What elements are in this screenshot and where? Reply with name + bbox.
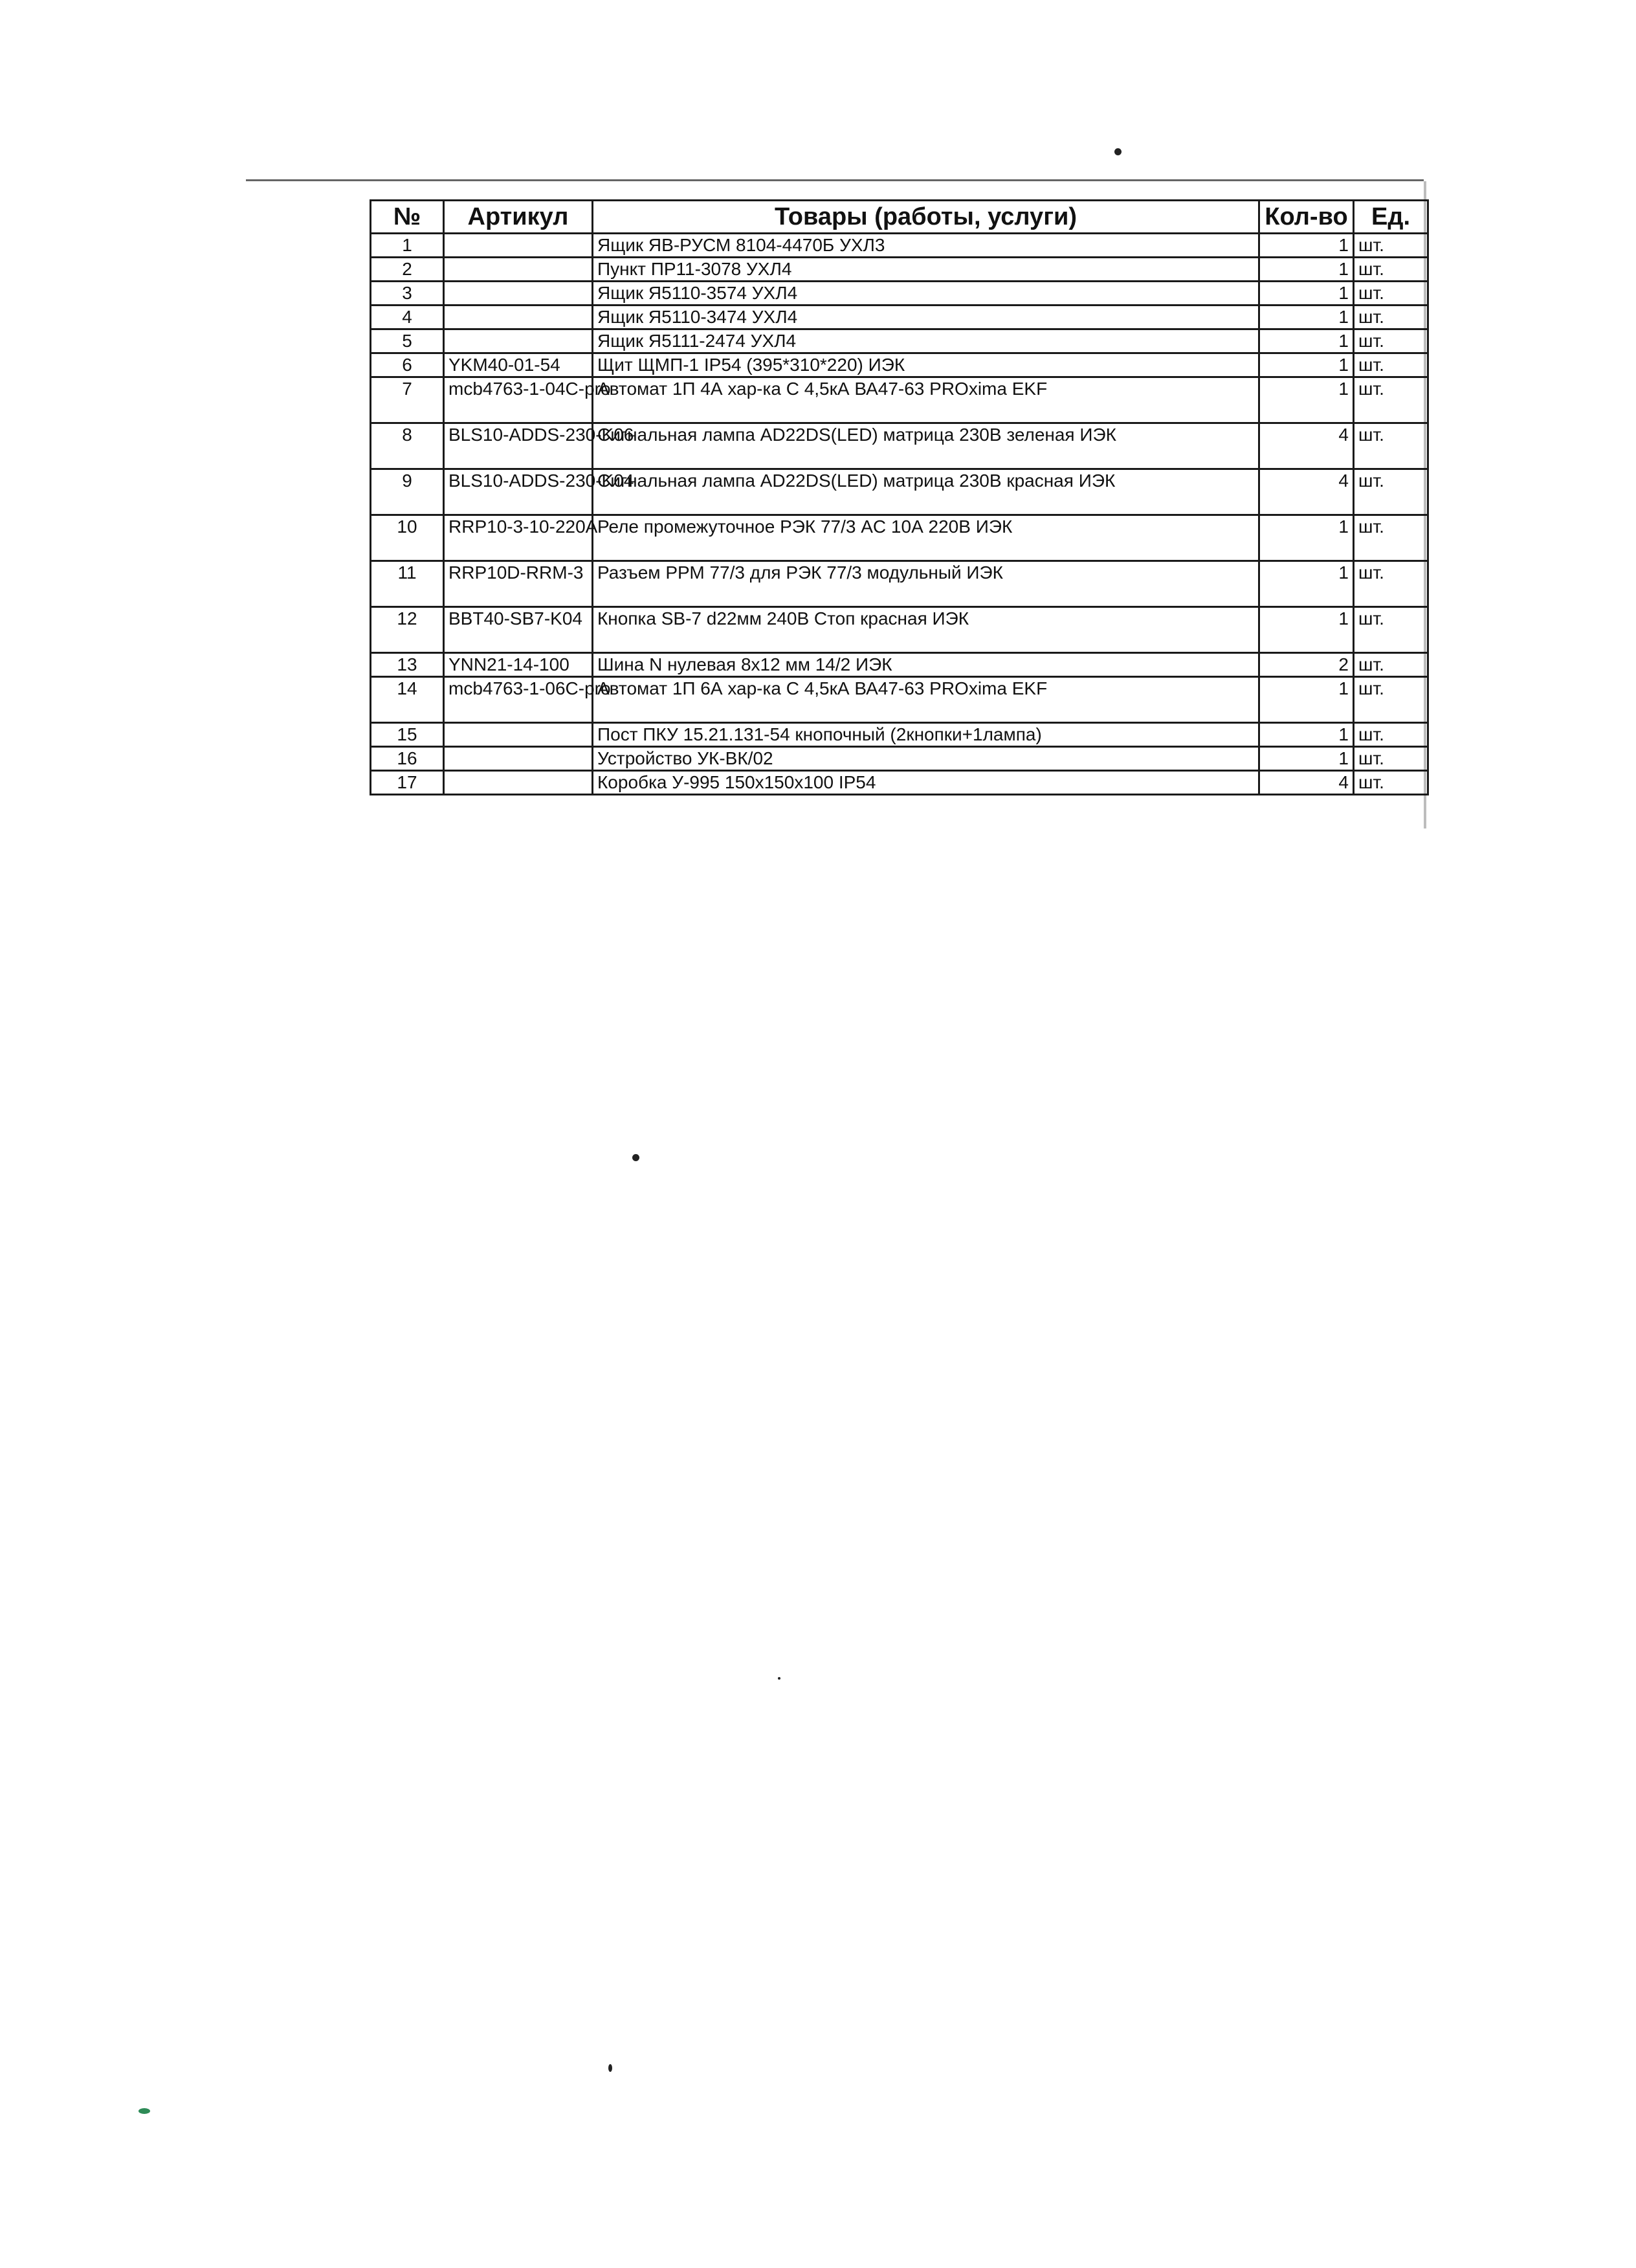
cell-article	[444, 329, 593, 353]
header-goods: Товары (работы, услуги)	[593, 201, 1259, 234]
cell-qty: 1	[1259, 258, 1354, 282]
table-row	[371, 469, 1428, 515]
cell-num: 8	[371, 423, 444, 469]
cell-unit: шт.	[1354, 771, 1428, 795]
cell-article: BLS10-ADDS-230-K04	[444, 469, 593, 515]
cell-article: mcb4763-1-04C-pro	[444, 377, 593, 423]
cell-unit: шт.	[1354, 747, 1428, 771]
table-row	[371, 607, 1428, 653]
cell-goods: Ящик ЯВ-РУСМ 8104-4470Б УХЛ3	[593, 234, 1259, 258]
cell-article	[444, 723, 593, 747]
cell-goods: Устройство УК-ВК/02	[593, 747, 1259, 771]
cell-goods: Ящик Я5110-3574 УХЛ4	[593, 282, 1259, 306]
cell-article	[444, 234, 593, 258]
cell-goods: Реле промежуточное РЭК 77/3 AC 10А 220В ИЭК	[593, 515, 1259, 561]
cell-goods: Кнопка SB-7 d22мм 240В Стоп красная ИЭК	[593, 607, 1259, 653]
cell-qty: 1	[1259, 747, 1354, 771]
cell-goods: Сигнальная лампа AD22DS(LED) матрица 230В красная ИЭК	[593, 469, 1259, 515]
cell-unit: шт.	[1354, 677, 1428, 723]
cell-goods: Шина N нулевая 8х12 мм 14/2 ИЭК	[593, 653, 1259, 677]
cell-num: 14	[371, 677, 444, 723]
cell-num: 9	[371, 469, 444, 515]
table-row	[371, 423, 1428, 469]
cell-qty: 4	[1259, 469, 1354, 515]
cell-num: 17	[371, 771, 444, 795]
cell-unit: шт.	[1354, 329, 1428, 353]
cell-unit: шт.	[1354, 234, 1428, 258]
table-row	[371, 377, 1428, 423]
table-row	[371, 329, 1428, 353]
cell-article: YKM40-01-54	[444, 353, 593, 377]
cell-article: RRP10D-RRM-3	[444, 561, 593, 607]
table-row	[371, 234, 1428, 258]
cell-unit: шт.	[1354, 282, 1428, 306]
cell-goods: Пост ПКУ 15.21.131-54 кнопочный (2кнопки+1лампа)	[593, 723, 1259, 747]
cell-article: BBT40-SB7-K04	[444, 607, 593, 653]
cell-num: 15	[371, 723, 444, 747]
cell-article	[444, 282, 593, 306]
cell-goods: Пункт ПР11-3078 УХЛ4	[593, 258, 1259, 282]
table-row	[371, 306, 1428, 329]
scan-speck	[632, 1154, 639, 1161]
header-num: №	[371, 201, 444, 234]
table-header-row	[371, 201, 1428, 234]
cell-unit: шт.	[1354, 653, 1428, 677]
cell-num: 4	[371, 306, 444, 329]
cell-unit: шт.	[1354, 515, 1428, 561]
cell-qty: 4	[1259, 423, 1354, 469]
scan-speck	[138, 2108, 150, 2114]
table-row	[371, 677, 1428, 723]
cell-unit: шт.	[1354, 723, 1428, 747]
cell-article	[444, 771, 593, 795]
cell-num: 6	[371, 353, 444, 377]
cell-qty: 4	[1259, 771, 1354, 795]
header-unit: Ед.	[1354, 201, 1428, 234]
cell-unit: шт.	[1354, 607, 1428, 653]
cell-unit: шт.	[1354, 353, 1428, 377]
cell-unit: шт.	[1354, 306, 1428, 329]
cell-qty: 1	[1259, 306, 1354, 329]
cell-article	[444, 258, 593, 282]
cell-goods: Ящик Я5110-3474 УХЛ4	[593, 306, 1259, 329]
cell-goods: Щит ЩМП-1 IP54 (395*310*220) ИЭК	[593, 353, 1259, 377]
cell-unit: шт.	[1354, 377, 1428, 423]
cell-qty: 1	[1259, 723, 1354, 747]
table-row	[371, 771, 1428, 795]
cell-qty: 2	[1259, 653, 1354, 677]
cell-qty: 1	[1259, 607, 1354, 653]
cell-unit: шт.	[1354, 423, 1428, 469]
cell-unit: шт.	[1354, 258, 1428, 282]
cell-unit: шт.	[1354, 561, 1428, 607]
table-row	[371, 515, 1428, 561]
table-row	[371, 723, 1428, 747]
cell-qty: 1	[1259, 353, 1354, 377]
cell-qty: 1	[1259, 377, 1354, 423]
cell-num: 2	[371, 258, 444, 282]
header-article: Артикул	[444, 201, 593, 234]
cell-article: YNN21-14-100	[444, 653, 593, 677]
cell-num: 3	[371, 282, 444, 306]
table-row	[371, 258, 1428, 282]
cell-article: RRP10-3-10-220A	[444, 515, 593, 561]
cell-qty: 1	[1259, 561, 1354, 607]
table-row	[371, 653, 1428, 677]
cell-num: 16	[371, 747, 444, 771]
cell-num: 5	[371, 329, 444, 353]
table-row	[371, 353, 1428, 377]
cell-unit: шт.	[1354, 469, 1428, 515]
cell-goods: Ящик Я5111-2474 УХЛ4	[593, 329, 1259, 353]
cell-num: 11	[371, 561, 444, 607]
scan-top-rule	[246, 179, 1424, 181]
header-qty: Кол-во	[1259, 201, 1354, 234]
cell-num: 13	[371, 653, 444, 677]
table-row	[371, 747, 1428, 771]
cell-qty: 1	[1259, 282, 1354, 306]
cell-qty: 1	[1259, 515, 1354, 561]
cell-num: 1	[371, 234, 444, 258]
cell-article	[444, 747, 593, 771]
cell-article: mcb4763-1-06C-pro	[444, 677, 593, 723]
cell-qty: 1	[1259, 677, 1354, 723]
cell-goods: Коробка У-995 150х150х100 IP54	[593, 771, 1259, 795]
table-row	[371, 561, 1428, 607]
cell-num: 7	[371, 377, 444, 423]
cell-goods: Автомат 1П 6А хар-ка С 4,5кА ВА47-63 PROxima EKF	[593, 677, 1259, 723]
scan-speck	[778, 1677, 780, 1680]
goods-table	[370, 199, 1429, 795]
scan-speck	[1114, 148, 1122, 155]
cell-article	[444, 306, 593, 329]
cell-goods: Сигнальная лампа AD22DS(LED) матрица 230В зеленая ИЭК	[593, 423, 1259, 469]
cell-qty: 1	[1259, 234, 1354, 258]
table-row	[371, 282, 1428, 306]
cell-article: BLS10-ADDS-230-K06	[444, 423, 593, 469]
cell-goods: Автомат 1П 4А хар-ка С 4,5кА ВА47-63 PROxima EKF	[593, 377, 1259, 423]
scan-speck	[608, 2064, 612, 2072]
cell-goods: Разъем РРМ 77/3 для РЭК 77/3 модульный ИЭК	[593, 561, 1259, 607]
cell-qty: 1	[1259, 329, 1354, 353]
cell-num: 12	[371, 607, 444, 653]
cell-num: 10	[371, 515, 444, 561]
